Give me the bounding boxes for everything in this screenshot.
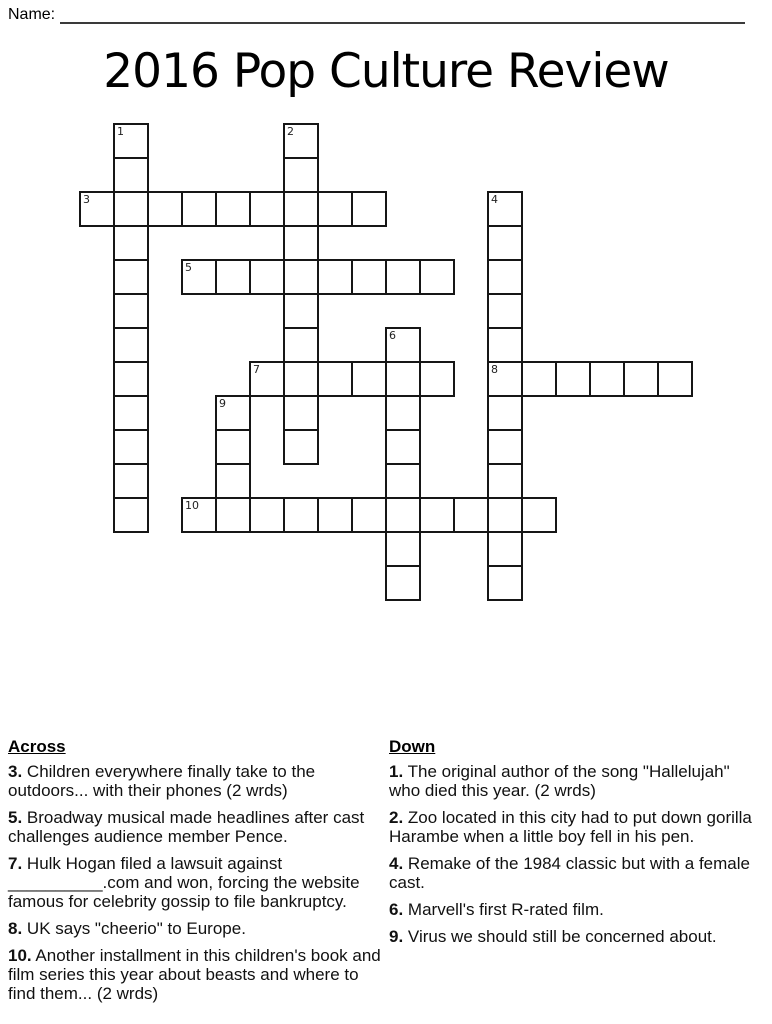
grid-cell-number: 7 [253, 363, 260, 376]
clue-text: Remake of the 1984 classic but with a female cast. [389, 854, 750, 892]
clue-text: Virus we should still be concerned about. [403, 927, 717, 946]
grid-cell[interactable] [113, 429, 149, 465]
clue-item-across-8 [8, 917, 382, 938]
clue-number: 5. [8, 808, 23, 827]
grid-cell[interactable] [487, 361, 523, 397]
grid-cell[interactable] [487, 565, 523, 601]
clue-item-down-9 [389, 925, 764, 946]
grid-cell[interactable] [249, 191, 285, 227]
clue-text: Children everywhere finally take to the outdoors... with their phones (2 wrds) [8, 762, 316, 800]
grid-cell[interactable] [419, 259, 455, 295]
grid-cell[interactable] [555, 361, 591, 397]
grid-cell[interactable] [317, 361, 353, 397]
grid-cell[interactable] [113, 361, 149, 397]
grid-cell-number: 4 [491, 193, 498, 206]
clue-number: 7. [8, 854, 23, 873]
clue-number: 9. [389, 927, 404, 946]
clue-text: The original author of the song "Hallelujah" who died this year. (2 wrds) [389, 762, 730, 800]
page-title: 2016 Pop Culture Review [103, 44, 669, 99]
grid-cell[interactable] [249, 259, 285, 295]
grid-cell[interactable] [249, 497, 285, 533]
across-heading: Across [8, 737, 66, 756]
grid-cell[interactable] [283, 123, 319, 159]
grid-cell[interactable] [215, 429, 251, 465]
clue-number: 10. [8, 946, 32, 965]
clue-text: Hulk Hogan filed a lawsuit against __________.com and won, forcing the website famous for celebrity gossip to file bankruptcy. [8, 854, 360, 911]
grid-cell[interactable] [487, 327, 523, 363]
crossword-grid [79, 123, 693, 601]
grid-cell[interactable] [147, 191, 183, 227]
grid-cell[interactable] [351, 497, 387, 533]
grid-cell[interactable] [521, 361, 557, 397]
grid-cell[interactable] [283, 293, 319, 329]
down-clues-column [389, 737, 764, 1009]
grid-cell[interactable] [283, 497, 319, 533]
across-clue-list [8, 760, 382, 1003]
grid-cell-number: 6 [389, 329, 396, 342]
grid-cell-number: 9 [219, 397, 226, 410]
grid-cell[interactable] [283, 327, 319, 363]
clue-item-across-5 [8, 806, 382, 846]
grid-cell[interactable] [487, 395, 523, 431]
clue-item-down-2 [389, 806, 764, 846]
clue-text: Broadway musical made headlines after cast challenges audience member Pence. [8, 808, 365, 846]
grid-cell-number: 3 [83, 193, 90, 206]
grid-cell[interactable] [215, 497, 251, 533]
grid-cell[interactable] [317, 191, 353, 227]
grid-cell[interactable] [385, 497, 421, 533]
grid-cell[interactable] [487, 191, 523, 227]
clue-item-across-10 [8, 944, 382, 1003]
grid-cell-number: 10 [185, 499, 199, 512]
grid-cell[interactable] [283, 361, 319, 397]
grid-cell[interactable] [113, 327, 149, 363]
grid-cell[interactable] [385, 259, 421, 295]
grid-cell[interactable] [487, 225, 523, 261]
grid-cell[interactable] [283, 429, 319, 465]
grid-cell[interactable] [385, 361, 421, 397]
grid-cell-number: 5 [185, 261, 192, 274]
clue-number: 6. [389, 900, 404, 919]
grid-cell[interactable] [623, 361, 659, 397]
grid-cell[interactable] [113, 497, 149, 533]
across-clues-column [8, 737, 382, 1009]
grid-cell[interactable] [215, 395, 251, 431]
down-clue-list [389, 760, 764, 946]
grid-cell[interactable] [283, 191, 319, 227]
clue-number: 1. [389, 762, 404, 781]
grid-cell[interactable] [487, 259, 523, 295]
clue-item-down-6 [389, 898, 764, 919]
clue-text: Marvell's first R-rated film. [403, 900, 604, 919]
grid-cell[interactable] [385, 429, 421, 465]
grid-cell[interactable] [113, 225, 149, 261]
grid-cell[interactable] [487, 293, 523, 329]
grid-cell[interactable] [419, 497, 455, 533]
grid-cell[interactable] [181, 259, 217, 295]
grid-cell[interactable] [385, 395, 421, 431]
grid-cell[interactable] [385, 463, 421, 499]
clue-number: 2. [389, 808, 404, 827]
grid-cell[interactable] [521, 497, 557, 533]
clues-section [8, 737, 764, 1009]
grid-cell[interactable] [283, 225, 319, 261]
name-label: Name: [8, 6, 56, 23]
grid-cell[interactable] [487, 463, 523, 499]
clue-number: 8. [8, 919, 23, 938]
grid-cell[interactable] [317, 497, 353, 533]
grid-cell[interactable] [181, 497, 217, 533]
grid-cell[interactable] [351, 259, 387, 295]
grid-cell[interactable] [419, 361, 455, 397]
grid-cell[interactable] [113, 395, 149, 431]
grid-cell-number: 1 [117, 125, 124, 138]
clue-text: Zoo located in this city had to put down gorilla Harambe when a little boy fell in his pen. [389, 808, 752, 846]
grid-cell[interactable] [351, 191, 387, 227]
grid-cell[interactable] [317, 259, 353, 295]
clue-text: UK says "cheerio" to Europe. [22, 919, 246, 938]
grid-cell[interactable] [487, 429, 523, 465]
clue-item-across-7 [8, 852, 382, 911]
grid-cell[interactable] [283, 395, 319, 431]
clue-number: 3. [8, 762, 23, 781]
grid-cell[interactable] [657, 361, 693, 397]
grid-cell[interactable] [589, 361, 625, 397]
grid-cell[interactable] [113, 123, 149, 159]
grid-cell[interactable] [351, 361, 387, 397]
grid-cell[interactable] [79, 191, 115, 227]
grid-cell[interactable] [113, 157, 149, 193]
grid-cell[interactable] [113, 259, 149, 295]
grid-cell[interactable] [215, 191, 251, 227]
clue-number: 4. [389, 854, 404, 873]
grid-cell-number: 2 [287, 125, 294, 138]
down-heading: Down [389, 737, 436, 756]
grid-cell-number: 8 [491, 363, 498, 376]
clue-text: Another installment in this children's book and film series this year about beasts and where to find them... (2 wrds) [8, 946, 381, 1003]
grid-cell[interactable] [487, 531, 523, 567]
clue-item-down-1 [389, 760, 764, 800]
grid-cell[interactable] [487, 497, 523, 533]
grid-cell[interactable] [113, 293, 149, 329]
grid-cell[interactable] [215, 259, 251, 295]
grid-cell[interactable] [385, 327, 421, 363]
name-input-line[interactable] [60, 22, 745, 24]
grid-cell[interactable] [385, 531, 421, 567]
grid-cell[interactable] [453, 497, 489, 533]
grid-cell[interactable] [113, 191, 149, 227]
grid-cell[interactable] [249, 361, 285, 397]
grid-cell[interactable] [113, 463, 149, 499]
clue-item-down-4 [389, 852, 764, 892]
grid-cell[interactable] [215, 463, 251, 499]
grid-cell[interactable] [181, 191, 217, 227]
grid-cell[interactable] [283, 157, 319, 193]
name-header [8, 5, 745, 25]
grid-cell[interactable] [283, 259, 319, 295]
grid-cell[interactable] [385, 565, 421, 601]
clue-item-across-3 [8, 760, 382, 800]
